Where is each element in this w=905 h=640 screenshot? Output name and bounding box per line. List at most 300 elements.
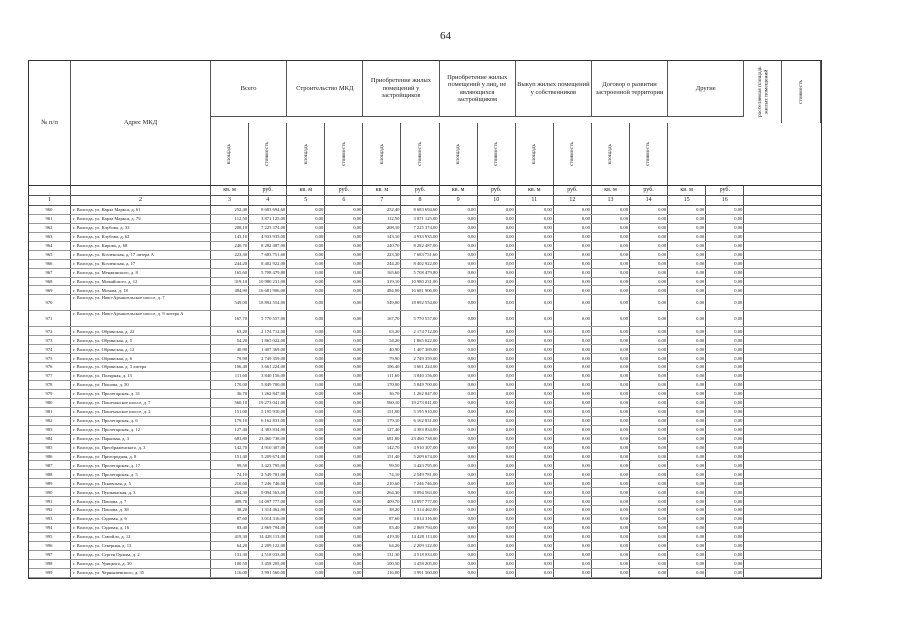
total-area: 151,40 (211, 453, 249, 461)
developer-area: 319,10 (363, 278, 401, 286)
row-id: 966 (29, 260, 71, 268)
row-address: г. Вологда, ул. Чернышевского, д. 35 (71, 569, 211, 577)
buyout-cost: 0,00 (554, 372, 592, 380)
row-id: 984 (29, 435, 71, 443)
unit-cell (71, 186, 211, 195)
other-cost: 0,00 (706, 372, 744, 380)
column-number-cell: 7 (363, 196, 401, 205)
table-row (29, 569, 821, 578)
developer-area: 264,30 (363, 488, 401, 496)
construction-area: 0,00 (287, 426, 325, 434)
total-cost: 7 683 751,60 (249, 251, 287, 259)
other-cost: 0,00 (706, 286, 744, 294)
territory-cost: 0,00 (630, 453, 668, 461)
construction-area: 0,00 (287, 242, 325, 250)
other-cost: 0,00 (706, 269, 744, 277)
nondev-area: 0,00 (440, 269, 478, 277)
total-cost: 14 428 113,00 (249, 533, 287, 541)
developer-area: 38,20 (363, 506, 401, 514)
total-cost: 3 991 560,00 (249, 569, 287, 577)
buyout-cost: 0,00 (554, 224, 592, 232)
territory-cost: 0,00 (630, 372, 668, 380)
other-area: 0,00 (668, 470, 706, 478)
nondev-area: 0,00 (440, 497, 478, 505)
buyout-cost: 0,00 (554, 363, 592, 371)
nondev-area: 0,00 (440, 336, 478, 344)
construction-cost: 0,00 (325, 515, 363, 523)
nondev-area: 0,00 (440, 242, 478, 250)
nondev-cost: 0,00 (478, 390, 516, 398)
territory-cost: 0,00 (630, 327, 668, 335)
column-number-cell: 16 (706, 196, 744, 205)
territory-cost: 0,00 (630, 515, 668, 523)
row-address: г. Вологда, ул. Парковая, д. 3 (71, 435, 211, 443)
table-row (29, 417, 821, 426)
other-cost: 0,00 (706, 506, 744, 514)
nondev-cost: 0,00 (478, 560, 516, 568)
other-cost: 0,00 (706, 336, 744, 344)
row-id: 983 (29, 426, 71, 434)
row-address: г. Вологда, ул. Пошехонское шоссе, д. 2 (71, 408, 211, 416)
nondev-cost: 0,00 (478, 524, 516, 532)
subheader: стоимость (401, 123, 439, 185)
developer-cost: 14 097 777,00 (401, 497, 439, 505)
column-number-cell: 15 (668, 196, 706, 205)
territory-area: 0,00 (592, 426, 630, 434)
nondev-cost: 0,00 (478, 542, 516, 550)
construction-cost: 0,00 (325, 506, 363, 514)
buyout-area: 0,00 (516, 542, 554, 550)
construction-area: 0,00 (287, 506, 325, 514)
territory-cost: 0,00 (630, 569, 668, 577)
other-cost: 0,00 (706, 295, 744, 310)
other-area: 0,00 (668, 524, 706, 532)
row-address: г. Вологда, ул. Обринская, д. 22 (71, 327, 211, 335)
subheader: стоимость (782, 61, 820, 123)
row-address: г. Вологда, ул. Пошова, д. 50 (71, 381, 211, 389)
table-row (29, 354, 821, 363)
row-id: 975 (29, 354, 71, 362)
nondev-area: 0,00 (440, 488, 478, 496)
developer-cost: 1 407 369,00 (401, 345, 439, 353)
territory-area: 0,00 (592, 524, 630, 532)
other-area: 0,00 (668, 461, 706, 469)
row-address: г. Вологда, ул. Преображенского, д. 3 (71, 444, 211, 452)
total-area: 54,20 (211, 336, 249, 344)
territory-area: 0,00 (592, 251, 630, 259)
nondev-area: 0,00 (440, 206, 478, 214)
total-area: 484,90 (211, 286, 249, 294)
construction-area: 0,00 (287, 444, 325, 452)
total-cost: 18 892 554,00 (249, 295, 287, 310)
table-row (29, 224, 821, 233)
developer-area: 40,90 (363, 345, 401, 353)
construction-cost: 0,00 (325, 206, 363, 214)
row-id: 974 (29, 345, 71, 353)
total-cost: 9 094 563,00 (249, 488, 287, 496)
construction-area: 0,00 (287, 286, 325, 294)
table-row (29, 286, 821, 295)
territory-cost: 0,00 (630, 399, 668, 407)
total-area: 38,20 (211, 506, 249, 514)
developer-area: 484,90 (363, 286, 401, 294)
other-area: 0,00 (668, 551, 706, 559)
construction-area: 0,00 (287, 381, 325, 389)
other-cost: 0,00 (706, 354, 744, 362)
subheader: площадь (592, 123, 630, 185)
buyout-area: 0,00 (516, 381, 554, 389)
row-id: 998 (29, 560, 71, 568)
construction-cost: 0,00 (325, 453, 363, 461)
buyout-area: 0,00 (516, 260, 554, 268)
row-id: 997 (29, 551, 71, 559)
developer-cost: 1 314 462,00 (401, 506, 439, 514)
total-area: 264,30 (211, 488, 249, 496)
territory-cost: 0,00 (630, 354, 668, 362)
developer-area: 210,60 (363, 479, 401, 487)
column-number-cell: 1 (29, 196, 71, 205)
unit-cell: руб. (706, 186, 744, 195)
total-area: 142,70 (211, 444, 249, 452)
row-id: 982 (29, 417, 71, 425)
territory-area: 0,00 (592, 295, 630, 310)
territory-cost: 0,00 (630, 251, 668, 259)
developer-area: 142,70 (363, 444, 401, 452)
other-area: 0,00 (668, 426, 706, 434)
territory-cost: 0,00 (630, 381, 668, 389)
column-numbers-row (29, 196, 821, 206)
nondev-area: 0,00 (440, 286, 478, 294)
nondev-area: 0,00 (440, 551, 478, 559)
territory-cost: 0,00 (630, 363, 668, 371)
territory-area: 0,00 (592, 336, 630, 344)
nondev-area: 0,00 (440, 417, 478, 425)
nondev-cost: 0,00 (478, 327, 516, 335)
row-address: г. Вологда, ул. Клубова, д. 62 (71, 233, 211, 241)
column-number-cell: 8 (401, 196, 439, 205)
territory-area: 0,00 (592, 224, 630, 232)
territory-area: 0,00 (592, 372, 630, 380)
territory-cost: 0,00 (630, 524, 668, 532)
construction-cost: 0,00 (325, 278, 363, 286)
construction-area: 0,00 (287, 497, 325, 505)
construction-cost: 0,00 (325, 488, 363, 496)
row-id: 963 (29, 233, 71, 241)
developer-area: 409,70 (363, 497, 401, 505)
construction-cost: 0,00 (325, 295, 363, 310)
construction-area: 0,00 (287, 408, 325, 416)
nondev-area: 0,00 (440, 470, 478, 478)
developer-cost: 5 770 557,00 (401, 311, 439, 326)
developer-area: 179,10 (363, 417, 401, 425)
unit-cell: кв. м (668, 186, 706, 195)
table-row (29, 242, 821, 251)
row-id: 972 (29, 327, 71, 335)
territory-area: 0,00 (592, 551, 630, 559)
developer-area: 106,40 (363, 363, 401, 371)
table-row (29, 542, 821, 551)
developer-cost: 2 749 359,00 (401, 354, 439, 362)
territory-cost: 0,00 (630, 444, 668, 452)
other-area: 0,00 (668, 417, 706, 425)
table-row (29, 233, 821, 242)
territory-cost: 0,00 (630, 233, 668, 241)
row-id: 988 (29, 470, 71, 478)
nondev-area: 0,00 (440, 381, 478, 389)
developer-area: 560,10 (363, 399, 401, 407)
developer-cost: 2 549 781,00 (401, 470, 439, 478)
subheader: площадь (440, 123, 478, 185)
other-cost: 0,00 (706, 224, 744, 232)
buyout-cost: 0,00 (554, 390, 592, 398)
buyout-area: 0,00 (516, 278, 554, 286)
total-area: 111,60 (211, 372, 249, 380)
nondev-area: 0,00 (440, 372, 478, 380)
table-row (29, 251, 821, 260)
total-cost: 4 518 033,00 (249, 551, 287, 559)
row-address: г. Вологда, ул. Пролетарская, д. 6 (71, 417, 211, 425)
row-address: г. Вологда, ул. Пошехонское шоссе, д. 7 (71, 399, 211, 407)
nondev-cost: 0,00 (478, 286, 516, 294)
developer-cost: 8 402 922,00 (401, 260, 439, 268)
table-row (29, 479, 821, 488)
row-address: г. Вологда, ул. Самойло, д. 12 (71, 533, 211, 541)
territory-area: 0,00 (592, 327, 630, 335)
nondev-area: 0,00 (440, 515, 478, 523)
construction-area: 0,00 (287, 551, 325, 559)
territory-cost: 0,00 (630, 390, 668, 398)
construction-area: 0,00 (287, 336, 325, 344)
developer-area: 112,50 (363, 215, 401, 223)
territory-cost: 0,00 (630, 295, 668, 310)
developer-area: 419,30 (363, 533, 401, 541)
other-area: 0,00 (668, 497, 706, 505)
territory-cost: 0,00 (630, 269, 668, 277)
row-address: г. Вологда, ул. Ново-Архангельское шоссе, д. 9 литера А (71, 311, 211, 326)
other-cost: 0,00 (706, 278, 744, 286)
construction-cost: 0,00 (325, 435, 363, 443)
developer-area: 87,60 (363, 515, 401, 523)
buyout-area: 0,00 (516, 354, 554, 362)
developer-cost: 2 174 712,00 (401, 327, 439, 335)
territory-area: 0,00 (592, 542, 630, 550)
nondev-cost: 0,00 (478, 497, 516, 505)
buyout-area: 0,00 (516, 363, 554, 371)
other-cost: 0,00 (706, 327, 744, 335)
nondev-cost: 0,00 (478, 295, 516, 310)
table-row (29, 215, 821, 224)
row-id: 964 (29, 242, 71, 250)
construction-area: 0,00 (287, 569, 325, 577)
nondev-area: 0,00 (440, 327, 478, 335)
territory-area: 0,00 (592, 444, 630, 452)
total-cost: 3 014 316,00 (249, 515, 287, 523)
buyout-cost: 0,00 (554, 426, 592, 434)
total-area: 83,40 (211, 524, 249, 532)
nondev-area: 0,00 (440, 533, 478, 541)
construction-area: 0,00 (287, 295, 325, 310)
unit-cell (29, 186, 71, 195)
row-id: 961 (29, 215, 71, 223)
total-area: 151,00 (211, 408, 249, 416)
buyout-area: 0,00 (516, 327, 554, 335)
buyout-area: 0,00 (516, 233, 554, 241)
construction-area: 0,00 (287, 461, 325, 469)
buyout-cost: 0,00 (554, 479, 592, 487)
header-address: Адрес МКД (71, 61, 211, 185)
developer-area: 111,60 (363, 372, 401, 380)
territory-area: 0,00 (592, 233, 630, 241)
row-address: г. Вологда, ул. Пошова, д. 38 (71, 506, 211, 514)
construction-cost: 0,00 (325, 242, 363, 250)
nondev-cost: 0,00 (478, 251, 516, 259)
nondev-cost: 0,00 (478, 569, 516, 577)
developer-area: 127,40 (363, 426, 401, 434)
total-cost: 1 865 022,00 (249, 336, 287, 344)
buyout-cost: 0,00 (554, 215, 592, 223)
row-id: 992 (29, 506, 71, 514)
developer-area: 131,30 (363, 551, 401, 559)
buyout-area: 0,00 (516, 461, 554, 469)
other-area: 0,00 (668, 453, 706, 461)
row-address: г. Вологда, ул. Клубова, д. 33 (71, 224, 211, 232)
subheader: стоимость (325, 123, 363, 185)
other-area: 0,00 (668, 399, 706, 407)
construction-cost: 0,00 (325, 363, 363, 371)
subheader: площадь (287, 123, 325, 185)
total-cost: 1 262 847,00 (249, 390, 287, 398)
buyout-area: 0,00 (516, 295, 554, 310)
total-cost: 2 749 359,00 (249, 354, 287, 362)
subheader: площадь (363, 123, 401, 185)
construction-cost: 0,00 (325, 372, 363, 380)
territory-area: 0,00 (592, 515, 630, 523)
developer-cost: 14 428 113,00 (401, 533, 439, 541)
nondev-cost: 0,00 (478, 354, 516, 362)
buyout-area: 0,00 (516, 224, 554, 232)
developer-area: 223,30 (363, 251, 401, 259)
subheader: расселяемая площадь жилых помещений (744, 61, 782, 123)
table-row (29, 506, 821, 515)
total-cost: 1 407 369,00 (249, 345, 287, 353)
nondev-area: 0,00 (440, 345, 478, 353)
buyout-cost: 0,00 (554, 311, 592, 326)
total-cost: 5 708 479,80 (249, 269, 287, 277)
other-cost: 0,00 (706, 381, 744, 389)
buyout-cost: 0,00 (554, 497, 592, 505)
header-group-total: Всего (211, 61, 287, 117)
developer-area: 99,50 (363, 461, 401, 469)
developer-cost: 5 849 700,00 (401, 381, 439, 389)
other-area: 0,00 (668, 444, 706, 452)
territory-cost: 0,00 (630, 215, 668, 223)
nondev-cost: 0,00 (478, 506, 516, 514)
total-cost: 5 849 700,00 (249, 381, 287, 389)
buyout-area: 0,00 (516, 497, 554, 505)
developer-area: 116,00 (363, 569, 401, 577)
other-cost: 0,00 (706, 453, 744, 461)
construction-area: 0,00 (287, 372, 325, 380)
other-cost: 0,00 (706, 497, 744, 505)
territory-area: 0,00 (592, 278, 630, 286)
developer-cost: 3 423 795,00 (401, 461, 439, 469)
total-area: 106,40 (211, 363, 249, 371)
nondev-area: 0,00 (440, 215, 478, 223)
unit-cell: кв. м (440, 186, 478, 195)
developer-cost: 6 162 831,00 (401, 417, 439, 425)
developer-cost: 3 458 205,00 (401, 560, 439, 568)
other-area: 0,00 (668, 278, 706, 286)
row-address: г. Вологда, ул. Пролетарская, д. 17 (71, 461, 211, 469)
header-group-other: Другие (668, 61, 744, 117)
developer-cost: 23 460 738,00 (401, 435, 439, 443)
nondev-cost: 0,00 (478, 224, 516, 232)
unit-cell: руб. (478, 186, 516, 195)
territory-cost: 0,00 (630, 533, 668, 541)
row-address: г. Вологда, ул. Урицкого, д. 30 (71, 560, 211, 568)
table-row (29, 560, 821, 569)
row-id: 967 (29, 269, 71, 277)
subheader: стоимость (630, 123, 668, 185)
total-cost: 2 549 781,00 (249, 470, 287, 478)
territory-cost: 0,00 (630, 488, 668, 496)
territory-cost: 0,00 (630, 206, 668, 214)
other-area: 0,00 (668, 327, 706, 335)
other-area: 0,00 (668, 542, 706, 550)
construction-area: 0,00 (287, 417, 325, 425)
row-id: 985 (29, 444, 71, 452)
total-area: 419,30 (211, 533, 249, 541)
territory-cost: 0,00 (630, 311, 668, 326)
other-area: 0,00 (668, 215, 706, 223)
table-row (29, 278, 821, 287)
total-area: 99,50 (211, 461, 249, 469)
row-address: г. Вологда, ул. Мохова, д. 18 (71, 286, 211, 294)
nondev-cost: 0,00 (478, 515, 516, 523)
table-row (29, 381, 821, 390)
territory-area: 0,00 (592, 506, 630, 514)
developer-cost: 3 871 125,00 (401, 215, 439, 223)
nondev-cost: 0,00 (478, 278, 516, 286)
other-area: 0,00 (668, 295, 706, 310)
territory-cost: 0,00 (630, 470, 668, 478)
other-area: 0,00 (668, 506, 706, 514)
nondev-area: 0,00 (440, 224, 478, 232)
buyout-cost: 0,00 (554, 542, 592, 550)
table-row (29, 269, 821, 278)
row-address: г. Вологда, ул. Обринская, д. 3 литера (71, 363, 211, 371)
developer-area: 79,90 (363, 354, 401, 362)
other-area: 0,00 (668, 345, 706, 353)
other-cost: 0,00 (706, 426, 744, 434)
developer-area: 151,00 (363, 408, 401, 416)
construction-area: 0,00 (287, 311, 325, 326)
table-row (29, 426, 821, 435)
developer-cost: 5 195 910,00 (401, 408, 439, 416)
other-area: 0,00 (668, 408, 706, 416)
buyout-area: 0,00 (516, 444, 554, 452)
nondev-cost: 0,00 (478, 260, 516, 268)
total-area: 240,70 (211, 242, 249, 250)
table-row (29, 336, 821, 345)
total-area: 131,30 (211, 551, 249, 559)
nondev-area: 0,00 (440, 444, 478, 452)
nondev-area: 0,00 (440, 435, 478, 443)
unit-cell: руб. (554, 186, 592, 195)
buyout-cost: 0,00 (554, 488, 592, 496)
row-id: 962 (29, 224, 71, 232)
nondev-cost: 0,00 (478, 417, 516, 425)
